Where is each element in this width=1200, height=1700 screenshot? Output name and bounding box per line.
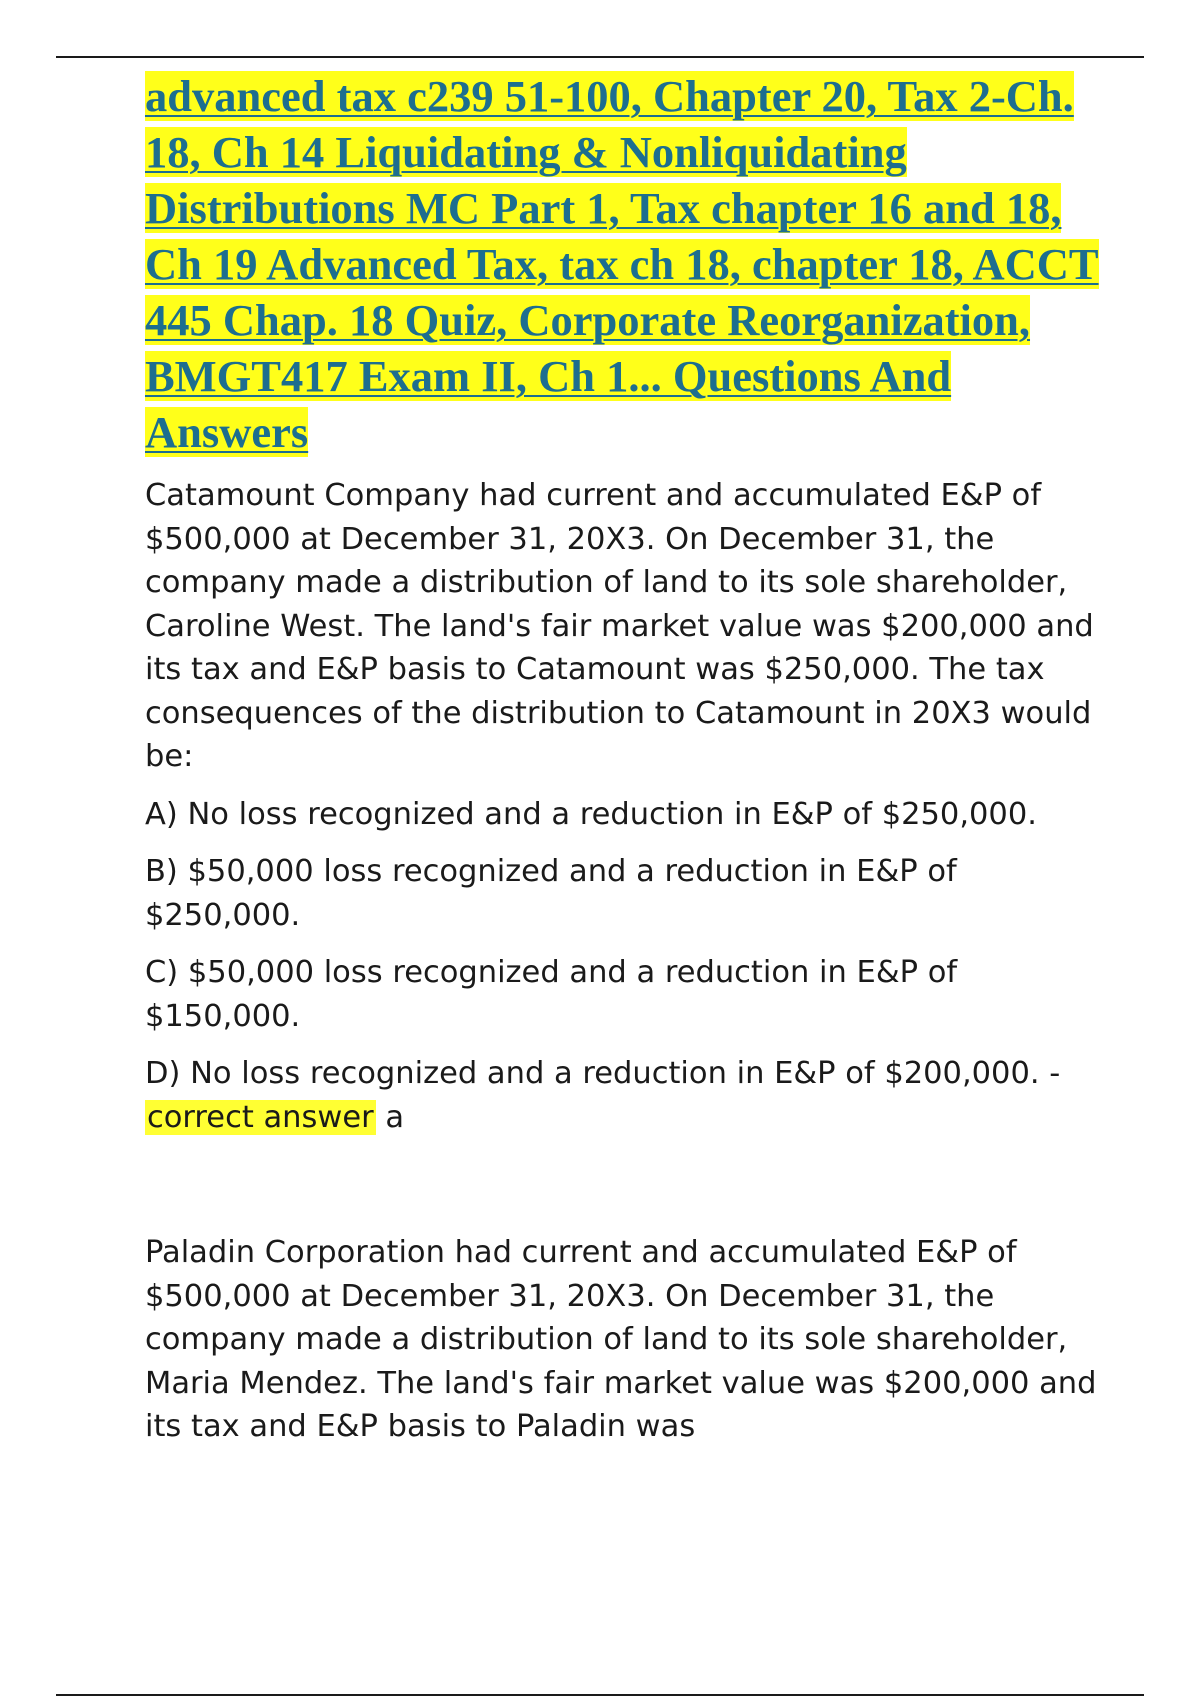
option-d-text: D) No loss recognized and a reduction in E&P of $200,000. - — [145, 1056, 1061, 1091]
question-1-option-c: C) $50,000 loss recognized and a reduction in E&P of $150,000. — [145, 955, 958, 1034]
correct-answer-value: a — [375, 1099, 405, 1135]
title-link[interactable]: advanced tax c239 51-100, Chapter 20, Tax 2-Ch. 18, Ch 14 Liquidating & Nonliquidating Distributions MC Part 1, Tax chapter 16 and 18, Ch 19 Advanced Tax, tax ch 18, chapter 18, ACCT 445 Chap. 18 Quiz, Corporate Reorganization, BMGT417 Exam II, Ch 1... Questions And Answers — [145, 71, 1099, 457]
document-body — [145, 68, 1105, 1463]
question-1-option-b: B) $50,000 loss recognized and a reduction in E&P of $250,000. — [145, 854, 957, 933]
correct-answer-label: correct answer — [147, 1099, 374, 1135]
document-title — [145, 68, 1105, 460]
spacer — [145, 1153, 1105, 1231]
question-1-option-a: A) No loss recognized and a reduction in E&P of $250,000. — [145, 796, 1037, 832]
question-1-option-d — [145, 1052, 1105, 1139]
top-rule — [56, 56, 1144, 58]
bottom-rule — [56, 1694, 1144, 1696]
question-1-text: Catamount Company had current and accumulated E&P of $500,000 at December 31, 20X3. On December 31, the company made a distribution of land to its sole shareholder, Caroline West. The land's fair market value was $200,000 and its tax and E&P basis to Catamount was $250,000. The tax consequences of the distribution to Catamount in 20X3 would be: — [145, 478, 1094, 774]
question-2-text: Paladin Corporation had current and accumulated E&P of $500,000 at December 31, 20X3. On December 31, the company made a distribution of land to its sole shareholder, Maria Mendez. The land's fair market value was $200,000 and its tax and E&P basis to Paladin was — [145, 1235, 1097, 1444]
